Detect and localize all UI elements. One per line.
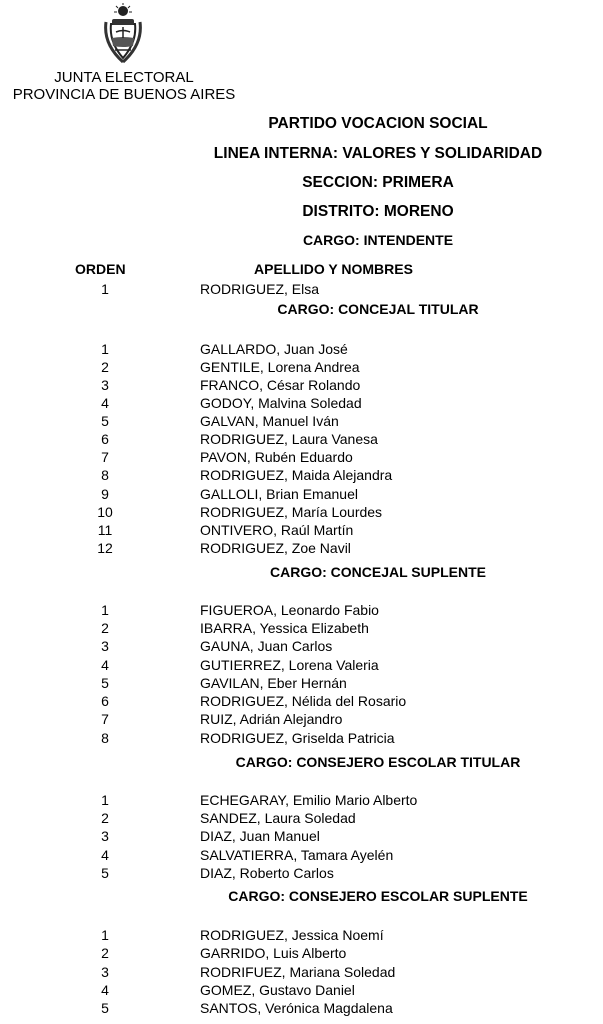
row-order: 9 [101,486,109,502]
row-name: GARRIDO, Luis Alberto [200,945,347,961]
row-name: RODRIGUEZ, Jessica Noemí [200,927,384,943]
row-name: IBARRA, Yessica Elizabeth [200,620,369,636]
coat-of-arms-seal [103,2,143,64]
row-order: 3 [101,828,109,844]
row-name: GUTIERREZ, Lorena Valeria [200,657,379,673]
row-name: ECHEGARAY, Emilio Mario Alberto [200,792,418,808]
row-order: 5 [101,413,109,429]
row-name: RODRIFUEZ, Mariana Soledad [200,964,396,980]
row-name: GAVILAN, Eber Hernán [200,675,347,691]
district-label: DISTRITO: MORENO [302,203,454,220]
row-name: RODRIGUEZ, María Lourdes [200,504,383,520]
row-order: 1 [101,602,109,618]
row-name: GOMEZ, Gustavo Daniel [200,982,355,998]
column-header-order: ORDEN [75,261,126,277]
section-title: CARGO: INTENDENTE [302,232,454,248]
row-name: SANDEZ, Laura Soledad [200,810,356,826]
row-name: RODRIGUEZ, Nélida del Rosario [200,693,407,709]
row-order: 3 [101,638,109,654]
row-order: 1 [101,792,109,808]
row-order: 6 [101,693,109,709]
org-line-2: PROVINCIA DE BUENOS AIRES [12,86,236,103]
row-order: 3 [101,377,109,393]
row-name: FIGUEROA, Leonardo Fabio [200,602,379,618]
row-name: RODRIGUEZ, Maida Alejandra [200,467,393,483]
internal-line: LINEA INTERNA: VALORES Y SOLIDARIDAD [213,145,543,162]
row-name: SANTOS, Verónica Magdalena [200,1000,393,1016]
row-order: 5 [101,1000,109,1016]
row-name: FRANCO, César Rolando [200,377,361,393]
org-line-1: JUNTA ELECTORAL [54,69,194,86]
row-name: RODRIGUEZ, Elsa [200,281,320,297]
party-name: PARTIDO VOCACION SOCIAL [268,115,488,132]
row-order: 1 [101,341,109,357]
row-name: RODRIGUEZ, Griselda Patricia [200,730,395,746]
row-order: 2 [101,620,109,636]
row-order: 4 [101,847,109,863]
row-order: 12 [97,540,113,556]
row-order: 11 [97,522,113,538]
row-name: ONTIVERO, Raúl Martín [200,522,354,538]
row-order: 8 [101,467,109,483]
row-order: 7 [101,449,109,465]
section-title: CARGO: CONCEJAL SUPLENTE [270,564,486,580]
row-name: DIAZ, Roberto Carlos [200,865,334,881]
row-name: SALVATIERRA, Tamara Ayelén [200,847,394,863]
row-order: 6 [101,431,109,447]
row-order: 7 [101,711,109,727]
row-name: PAVON, Rubén Eduardo [200,449,353,465]
row-name: GAUNA, Juan Carlos [200,638,333,654]
section-title: CARGO: CONSEJERO ESCOLAR SUPLENTE [228,888,528,904]
row-name: RODRIGUEZ, Laura Vanesa [200,431,378,447]
row-order: 2 [101,359,109,375]
row-name: GALVAN, Manuel Iván [200,413,339,429]
row-order: 3 [101,964,109,980]
row-order: 2 [101,810,109,826]
row-name: GODOY, Malvina Soledad [200,395,362,411]
row-order: 4 [101,982,109,998]
section-label: SECCION: PRIMERA [302,174,454,191]
row-order: 8 [101,730,109,746]
row-name: DIAZ, Juan Manuel [200,828,320,844]
column-header-names: APELLIDO Y NOMBRES [254,261,413,277]
row-name: GALLOLI, Brian Emanuel [200,486,358,502]
section-title: CARGO: CONSEJERO ESCOLAR TITULAR [235,754,521,770]
row-order: 5 [101,865,109,881]
row-name: RODRIGUEZ, Zoe Navil [200,540,351,556]
row-order: 4 [101,395,109,411]
row-name: GALLARDO, Juan José [200,341,348,357]
row-order: 4 [101,657,109,673]
row-order: 5 [101,675,109,691]
section-title: CARGO: CONCEJAL TITULAR [277,301,479,317]
row-order: 1 [101,281,109,297]
row-name: RUIZ, Adrián Alejandro [200,711,343,727]
row-order: 1 [101,927,109,943]
row-name: GENTILE, Lorena Andrea [200,359,360,375]
row-order: 2 [101,945,109,961]
row-order: 10 [97,504,113,520]
